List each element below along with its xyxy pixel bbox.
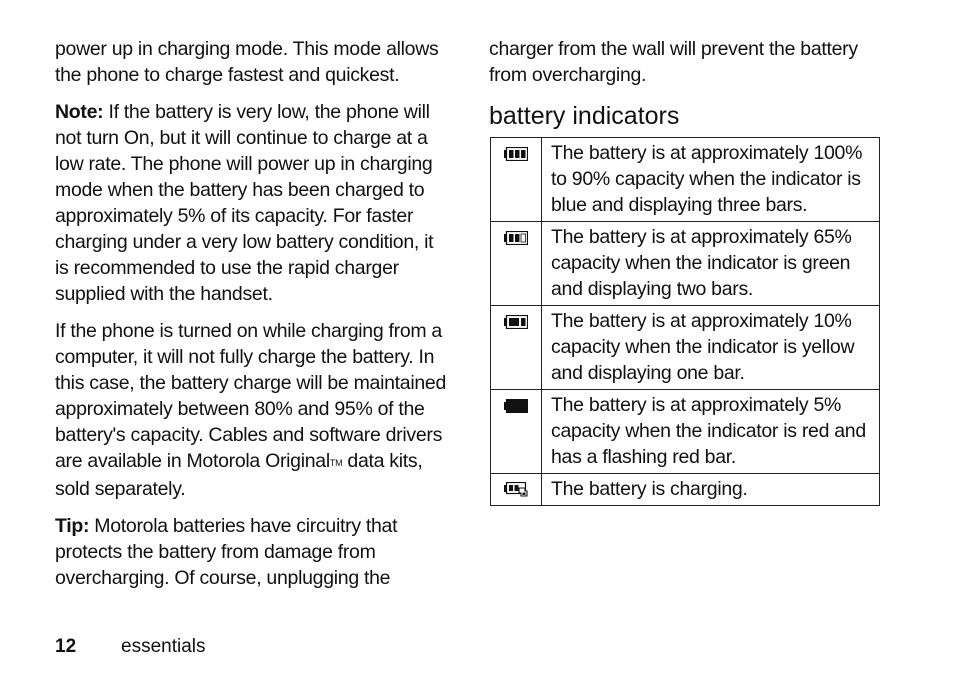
icon-cell xyxy=(491,474,542,506)
left-column xyxy=(55,36,450,602)
tip-text: Motorola batteries have circuitry that protects the battery from damage from overcharging. Of course, unplugging the xyxy=(55,515,398,589)
footer-section-name: essentials xyxy=(121,636,206,657)
indicator-description: The battery is at approximately 5% capacity when the indicator is red and has a flashing red bar. xyxy=(542,390,880,474)
icon-cell xyxy=(491,390,542,474)
trademark-mark: TM xyxy=(329,458,343,468)
table-row xyxy=(491,474,880,506)
battery-one-bar-icon xyxy=(504,315,528,329)
indicator-description: The battery is at approximately 65% capacity when the indicator is green and displaying two bars. xyxy=(542,222,880,306)
battery-two-bars-icon xyxy=(504,231,528,245)
icon-cell xyxy=(491,222,542,306)
computer-charging-text: If the phone is turned on while charging from a computer, it will not fully charge the battery. In this case, the battery charge will be maintained approximately between 80% and 95% of the battery's capacity. Cables and software drivers are available in Motorola Original xyxy=(55,320,446,472)
tip-label: Tip: xyxy=(55,515,90,537)
icon-cell xyxy=(491,138,542,222)
note-paragraph xyxy=(55,99,450,307)
page-number: 12 xyxy=(55,636,77,657)
indicator-description: The battery is charging. xyxy=(542,474,880,506)
paragraph-charging-mode: power up in charging mode. This mode allows the phone to charge fastest and quickest. xyxy=(55,38,439,86)
icon-cell xyxy=(491,306,542,390)
battery-flashing-bar-icon xyxy=(504,399,528,413)
table-row xyxy=(491,390,880,474)
computer-charging-text-end: data kits, sold separately. xyxy=(55,450,423,500)
indicator-description: The battery is at approximately 100% to 90% capacity when the indicator is blue and displaying three bars. xyxy=(542,138,880,222)
table-row xyxy=(491,138,880,222)
computer-charging-paragraph xyxy=(55,318,450,502)
battery-three-bars-icon xyxy=(504,147,528,161)
table-row xyxy=(491,306,880,390)
section-title: battery indicators xyxy=(489,102,680,130)
battery-charging-icon xyxy=(504,482,528,497)
note-text: If the battery is very low, the phone will not turn On, but it will continue to charge at a low rate. The phone will power up in charging mode when the battery has been charged to approximately 5% of its capacity. For faster charging under a very low battery condition, it is recommended to use the rapid charger supplied with the handset. xyxy=(55,101,434,305)
page-footer xyxy=(55,635,206,659)
tip-paragraph xyxy=(55,513,450,591)
note-label: Note: xyxy=(55,101,104,123)
indicator-description: The battery is at approximately 10% capacity when the indicator is yellow and displaying one bar. xyxy=(542,306,880,390)
continuation-paragraph: charger from the wall will prevent the battery from overcharging. xyxy=(489,38,858,86)
right-column xyxy=(489,36,880,506)
table-row xyxy=(491,222,880,306)
battery-indicators-table xyxy=(490,137,880,506)
